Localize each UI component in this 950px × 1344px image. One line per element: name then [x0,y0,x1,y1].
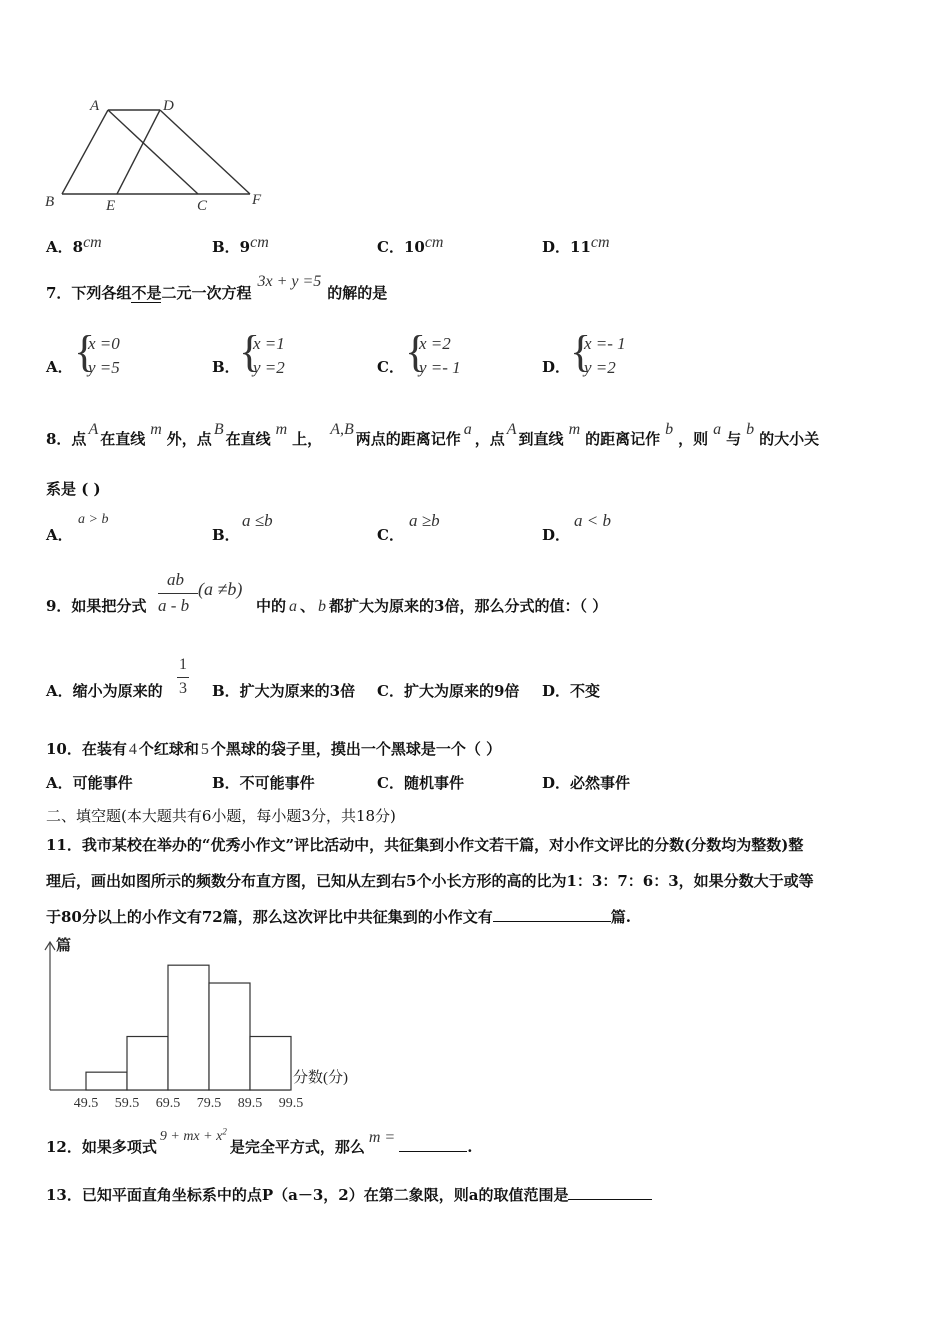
label-E: E [106,198,116,214]
q7-stem: 7．下列各组不是二元一次方程3x + y =5的解的是 [46,273,388,302]
q8-option-d-expr: a < b [574,511,611,530]
q7-option-b-system: x =1 y =2 [253,334,285,377]
q11-line1: 11．我市某校在举办的“优秀小作文”评比活动中，共征集到小作文若干篇，对小作文评比的分数(分数均为整数)整 [46,836,804,854]
q8-option-c[interactable]: C． [377,526,404,544]
q6-option-a[interactable]: A．8cm [46,234,102,256]
segment-AB [62,110,108,194]
label-B: B [45,194,55,210]
q8-var-a2: a [713,421,722,438]
q6-option-a-unit: cm [83,234,102,251]
q11-answer-blank[interactable] [493,907,611,922]
q7-option-b[interactable]: B． [212,358,240,376]
q8-stem-line2: 系是 ( ) [46,480,101,498]
q8-stem: 8．点A在直线m外，点B在直线m上，A,B两点的距离记作a，点A到直线m的距离记作b，则a与b的大小关 [46,421,820,448]
q12-stem: 12．如果多项式9 + mx + $x^2$是完全平方式，那么m =. [46,1126,473,1156]
q10-stem: 10．在装有 4 个红球和 5 个黑球的袋子里，摸出一个黑球是一个（ ） [46,740,502,758]
q13-stem: 13．已知平面直角坐标系中的点P（a－3，2）在第二象限，则a的取值范围是 [46,1184,652,1205]
q8-var-m3: m [568,421,581,438]
q6-option-c-unit: cm [424,234,444,251]
q13-answer-blank[interactable] [568,1185,652,1200]
q11-line2: 理后，画出如图所示的频数分布直方图，已知从左到右5个小长方形的高的比为1：3：7：6：3，如果分数大于或等 [46,872,814,890]
q6-option-b[interactable]: B．9cm [212,234,269,256]
histogram-bar-59.5-69.5 [127,1037,168,1090]
histogram-tick-label: 89.5 [237,1096,263,1111]
q12-polynomial: 9 + mx + $x^2$ [159,1126,227,1144]
q7-option-a-system: x =0 y =5 [88,334,120,377]
q10-option-c[interactable]: C．随机事件 [377,774,464,792]
q9-option-a[interactable]: A．缩小为原来的 [46,682,163,700]
q9-var-a: a [289,598,298,615]
q9-option-b[interactable]: B．扩大为原来的3倍 [212,682,356,700]
histogram-tick-label: 49.5 [73,1096,99,1111]
q7-option-c-brace: { [405,327,427,376]
q6-option-d-unit: cm [590,234,610,251]
q9-stem: 中的 a 、 b 都扩大为原来的3倍，那么分式的值：（ ） [256,597,608,615]
q7-option-c[interactable]: C． [377,358,404,376]
histogram-x-label: 分数(分) [293,1070,348,1086]
label-F: F [252,192,262,208]
q8-var-A2: A [506,421,517,438]
q8-option-a[interactable]: A． [46,526,73,544]
q9-var-b: b [318,598,327,615]
q6-option-b-unit: cm [250,234,269,251]
q8-var-B: B [213,421,224,438]
q9-option-a-denominator: 3 [179,680,187,697]
q9-prefix: 9．如果把分式 [46,597,147,615]
label-C: C [197,198,208,214]
q9-option-a-bar [177,677,189,678]
q7-option-d-system: x =- 1 y =2 [584,334,626,377]
q8-var-m: m [150,421,162,438]
q6-option-c[interactable]: C．10cm [377,234,444,256]
q8-option-b-expr: a ≤b [242,511,273,530]
q9-fraction-numerator: ab [167,570,184,589]
q9-fraction-denominator: a - b [158,596,190,615]
q8-option-c-expr: a ≥b [409,511,440,530]
q8-var-AB: A,B [330,421,354,438]
q9-fraction-bar [158,593,198,594]
segment-DF [160,110,250,194]
label-A: A [90,98,100,114]
label-D: D [163,98,174,114]
q7-option-a[interactable]: A． [46,358,73,376]
q9-option-c[interactable]: C．扩大为原来的9倍 [377,682,520,700]
q7-option-b-brace: { [239,327,261,376]
q8-var-A: A [88,421,99,438]
q9-condition: (a ≠b) [198,579,243,599]
q8-var-m2: m [275,421,288,438]
q7-option-c-system: x =2 y =- 1 [419,334,461,377]
q7-equation: 3x + y =5 [257,273,322,290]
q12-exponent: 2 [222,1126,227,1137]
q12-answer-blank[interactable] [399,1137,467,1152]
q8-var-b: b [665,421,674,438]
q11-line3: 于80分以上的小作文有72篇，那么这次评比中共征集到的小作文有 篇. [46,908,631,926]
histogram-bar-69.5-79.5 [168,965,209,1090]
histogram-bar-49.5-59.5 [86,1072,127,1090]
geometry-figure [40,92,280,217]
q9-option-d[interactable]: D．不变 [542,682,601,700]
q10-num-black: 5 [200,741,209,758]
histogram-tick-label: 59.5 [114,1096,140,1111]
q10-option-d[interactable]: D．必然事件 [542,774,631,792]
q7-option-d-brace: { [570,327,592,376]
histogram-tick-label: 69.5 [155,1096,181,1111]
q7-emphasis: 不是 [131,284,162,302]
histogram-y-label: 篇 [56,938,72,954]
q10-option-a[interactable]: A．可能事件 [46,774,133,792]
histogram-bar-89.5-99.5 [250,1037,291,1090]
histogram-tick-label: 79.5 [196,1096,222,1111]
q8-option-d[interactable]: D． [542,526,571,544]
q8-option-b[interactable]: B． [212,526,240,544]
q10-option-b[interactable]: B．不可能事件 [212,774,315,792]
q9-option-a-numerator: 1 [179,656,187,673]
histogram-chart [36,932,366,1112]
section-heading-fill-in: 二、填空题(本大题共有6小题，每小题3分，共18分) [46,807,396,825]
q7-option-a-brace: { [74,327,96,376]
q8-option-a-expr: a > b [78,512,109,527]
q10-num-red: 4 [128,741,137,758]
q8-var-b2: b [746,421,755,438]
q12-m-equals: m = [368,1129,396,1146]
q8-var-a: a [463,421,472,438]
histogram-bar-79.5-89.5 [209,983,250,1090]
histogram-tick-label: 99.5 [278,1096,304,1111]
q6-option-d[interactable]: D．11cm [542,234,610,256]
q7-option-d[interactable]: D． [542,358,571,376]
